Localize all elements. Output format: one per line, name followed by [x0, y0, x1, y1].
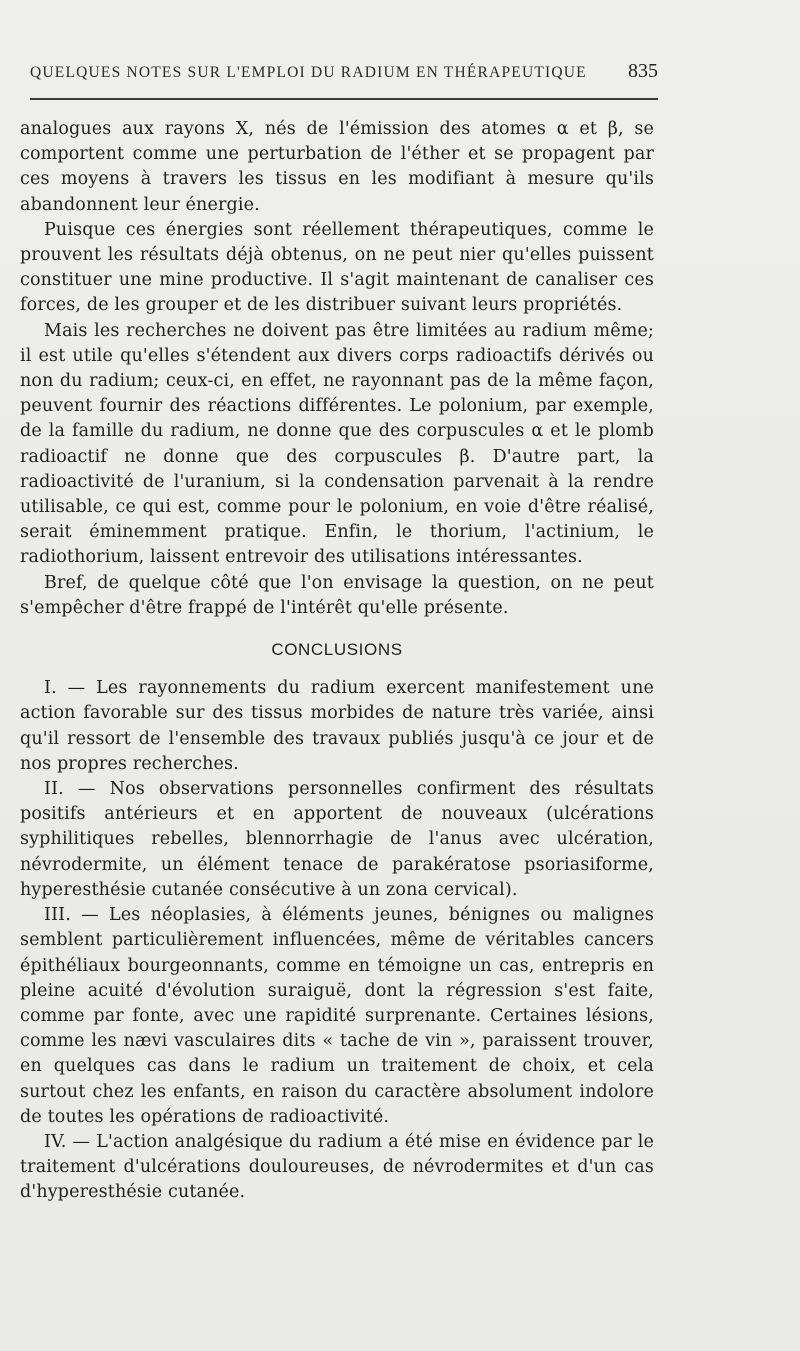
- conclusion-item-4: IV. — L'action analgésique du radium a été mise en évidence par le traitement d'ulcérations douloureuses, de névrodermites et d'un cas d'hyperesthésie cutanée.: [20, 1131, 654, 1203]
- section-heading-conclusions: CONCLUSIONS: [271, 640, 403, 660]
- body-text: [20, 117, 654, 1206]
- running-header: [30, 60, 658, 90]
- conclusions-list: [20, 676, 654, 1205]
- paragraph: Bref, de quelque côté que l'on envisage la question, on ne peut s'empêcher d'être frappé de l'intérêt qu'elle présente.: [20, 572, 654, 618]
- paragraph: Puisque ces énergies sont réellement thérapeutiques, comme le prouvent les résultats déjà obtenus, on ne peut nier qu'elles puissent constituer une mine productive. Il s'agit maintenant de canaliser ces forces, de les grouper et de les distribuer suivant leurs propriétés.: [20, 219, 654, 316]
- paragraph: Mais les recherches ne doivent pas être limitées au radium même; il est utile qu'elles s'étendent aux divers corps radioactifs dérivés ou non du radium; ceux-ci, en effet, ne rayonnant pas de la même façon, peuvent fournir des réactions différentes. Le polonium, par exemple, de la famille du radium, ne donne que des corpuscules α et le plomb radioactif ne donne que des corpuscules β. D'autre part, la radioactivité de l'uranium, si la condensation parvenait à la rendre utilisable, ce qui est, comme pour le polonium, en voie d'être réalisé, serait éminemment pratique. Enfin, le thorium, l'actinium, le radiothorium, laissent entrevoir des utilisations intéressantes.: [20, 320, 654, 568]
- paragraph-continuation: analogues aux rayons X, nés de l'émission des atomes α et β, se comportent comme une perturbation de l'éther et se propagent par ces moyens à travers les tissus en les modifiant à mesure qu'ils abandonnent leur énergie.: [20, 119, 654, 215]
- conclusion-item-3: III. — Les néoplasies, à éléments jeunes, bénignes ou malignes semblent particulièrement influencées, même de véritables cancers épithéliaux bourgeonnants, comme en témoigne un cas, entrepris en pleine acuité d'évolution suraiguë, dont la régression s'est faite, comme par fonte, avec une rapidité surprenante. Certaines lésions, comme les nævi vasculaires dits « tache de vin », paraissent trouver, en quelques cas dans le radium un traitement de choix, et cela surtout chez les enfants, en raison du caractère absolument indolore de toutes les opérations de radioactivité.: [20, 905, 654, 1127]
- running-title: QUELQUES NOTES SUR L'EMPLOI DU RADIUM EN THÉRAPEUTIQUE: [30, 64, 587, 81]
- conclusion-item-1: I. — Les rayonnements du radium exercent manifestement une action favorable sur des tissus morbides de nature très variée, ainsi qu'il ressort de l'ensemble des travaux publiés jusqu'à ce jour et de nos propres recherches.: [20, 678, 654, 774]
- page-number: 835: [628, 60, 658, 82]
- header-rule: [30, 98, 658, 100]
- conclusion-item-2: II. — Nos observations personnelles confirment des résultats positifs antérieurs et en apportent de nouveaux (ulcérations syphilitiques rebelles, blennorrhagie de l'anus avec ulcération, névrodermite, un élément tenace de parakératose psoriasiforme, hyperesthésie cutanée consécutive à un zona cervical).: [20, 779, 654, 900]
